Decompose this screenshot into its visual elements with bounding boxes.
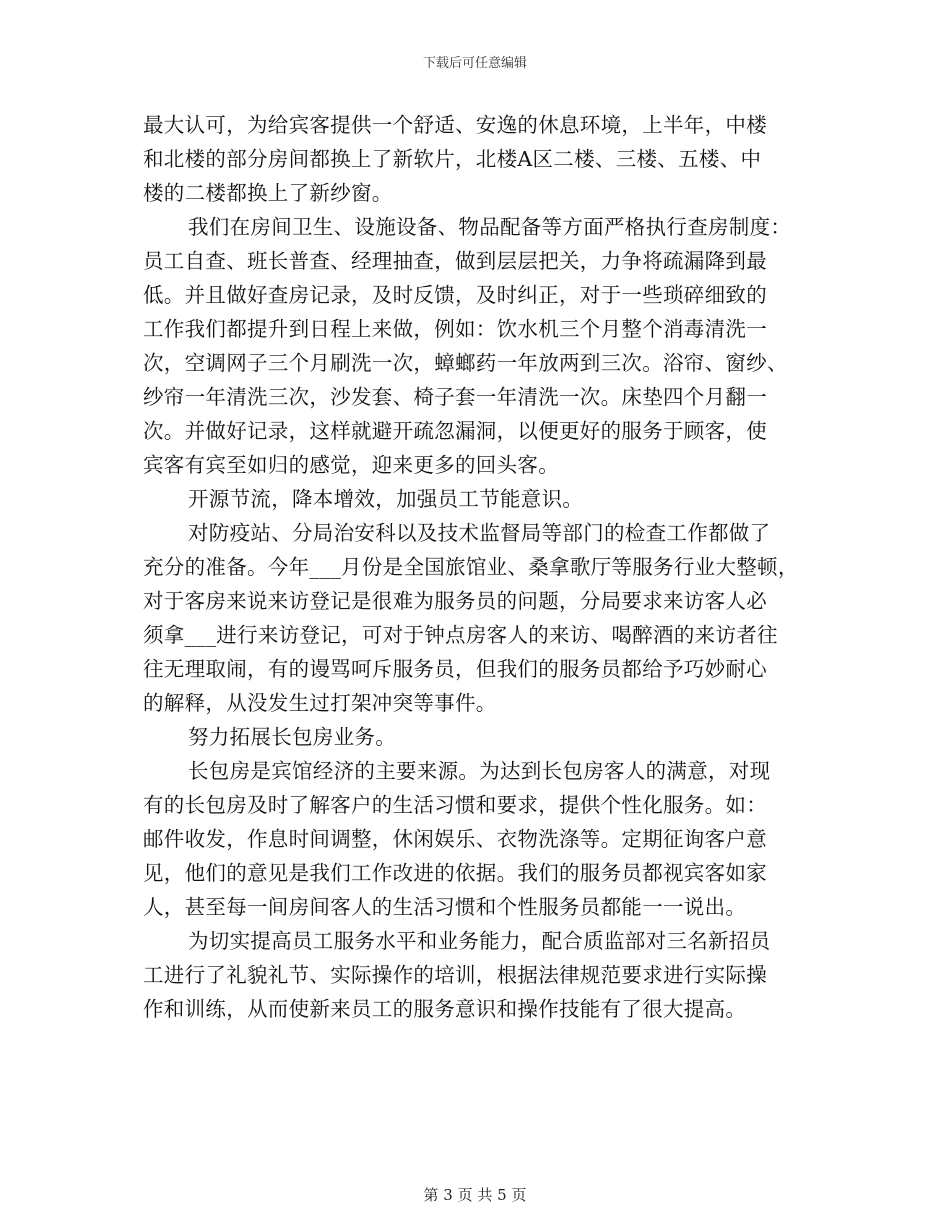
text-line: 纱帘一年清洗三次，沙发套、椅子套一年清洗一次。床垫四个月翻一: [143, 385, 767, 409]
text-line: 邮件收发，作息时间调整，休闲娱乐、衣物洗涤等。定期征询客户意: [143, 827, 767, 851]
paragraph-start-line: 长包房是宾馆经济的主要来源。为达到长包房客人的满意，对现: [188, 759, 771, 783]
text-line: 见，他们的意见是我们工作改进的依据。我们的服务员都视宾客如家: [143, 861, 767, 885]
text-line: 的解释，从没发生过打架冲突等事件。: [143, 691, 497, 715]
text-line: 对于客房来说来访登记是很难为服务员的问题，分局要求来访客人必: [143, 589, 767, 613]
text-line: 须拿___进行来访登记，可对于钟点房客人的来访、喝醉酒的来访者往: [143, 623, 778, 647]
text-line: 充分的准备。今年___月份是全国旅馆业、桑拿歌厅等服务行业大整顿，: [143, 555, 799, 579]
text-line: 和北楼的部分房间都换上了新软片，北楼A区二楼、三楼、五楼、中: [143, 147, 762, 171]
text-line: 次。并做好记录，这样就避开疏忽漏洞，以便更好的服务于顾客，使: [143, 419, 767, 443]
text-line: 工进行了礼貌礼节、实际操作的培训，根据法律规范要求进行实际操: [143, 963, 767, 987]
text-line: 人，甚至每一间房间客人的生活习惯和个性服务员都能一一说出。: [143, 895, 747, 919]
page-number: 第 3 页 共 5 页: [423, 1186, 527, 1204]
text-line: 员工自查、班长普查、经理抽查，做到层层把关，力争将疏漏降到最: [143, 249, 767, 273]
paragraph-start-line: 我们在房间卫生、设施设备、物品配备等方面严格执行查房制度：: [188, 215, 792, 239]
text-line: 次，空调网子三个月刷洗一次，蟑螂药一年放两到三次。浴帘、窗纱、: [143, 351, 788, 375]
text-line: 宾客有宾至如归的感觉，迎来更多的回头客。: [143, 453, 559, 477]
paragraph-start-line: 对防疫站、分局治安科以及技术监督局等部门的检查工作都做了: [188, 521, 771, 545]
text-line: 工作我们都提升到日程上来做，例如：饮水机三个月整个消毒清洗一: [143, 317, 767, 341]
page-header: 下载后可任意编辑: [422, 56, 527, 71]
paragraph-start-line: 为切实提高员工服务水平和业务能力，配合质监部对三名新招员: [188, 929, 771, 953]
text-line: 最大认可，为给宾客提供一个舒适、安逸的休息环境，上半年，中楼: [143, 113, 767, 137]
text-line: 往无理取闹，有的谩骂呵斥服务员，但我们的服务员都给予巧妙耐心: [143, 657, 767, 681]
text-line: 低。并且做好查房记录，及时反馈，及时纠正，对于一些琐碎细致的: [143, 283, 767, 307]
text-line: 有的长包房及时了解客户的生活习惯和要求，提供个性化服务。如：: [143, 793, 767, 817]
section-heading-line: 开源节流，降本增效，加强员工节能意识。: [188, 487, 584, 511]
text-line: 作和训练，从而使新来员工的服务意识和操作技能有了很大提高。: [143, 997, 747, 1021]
document-body: [143, 108, 815, 1026]
text-line: 楼的二楼都换上了新纱窗。: [143, 181, 393, 205]
section-heading-line: 努力拓展长包房业务。: [188, 725, 396, 749]
